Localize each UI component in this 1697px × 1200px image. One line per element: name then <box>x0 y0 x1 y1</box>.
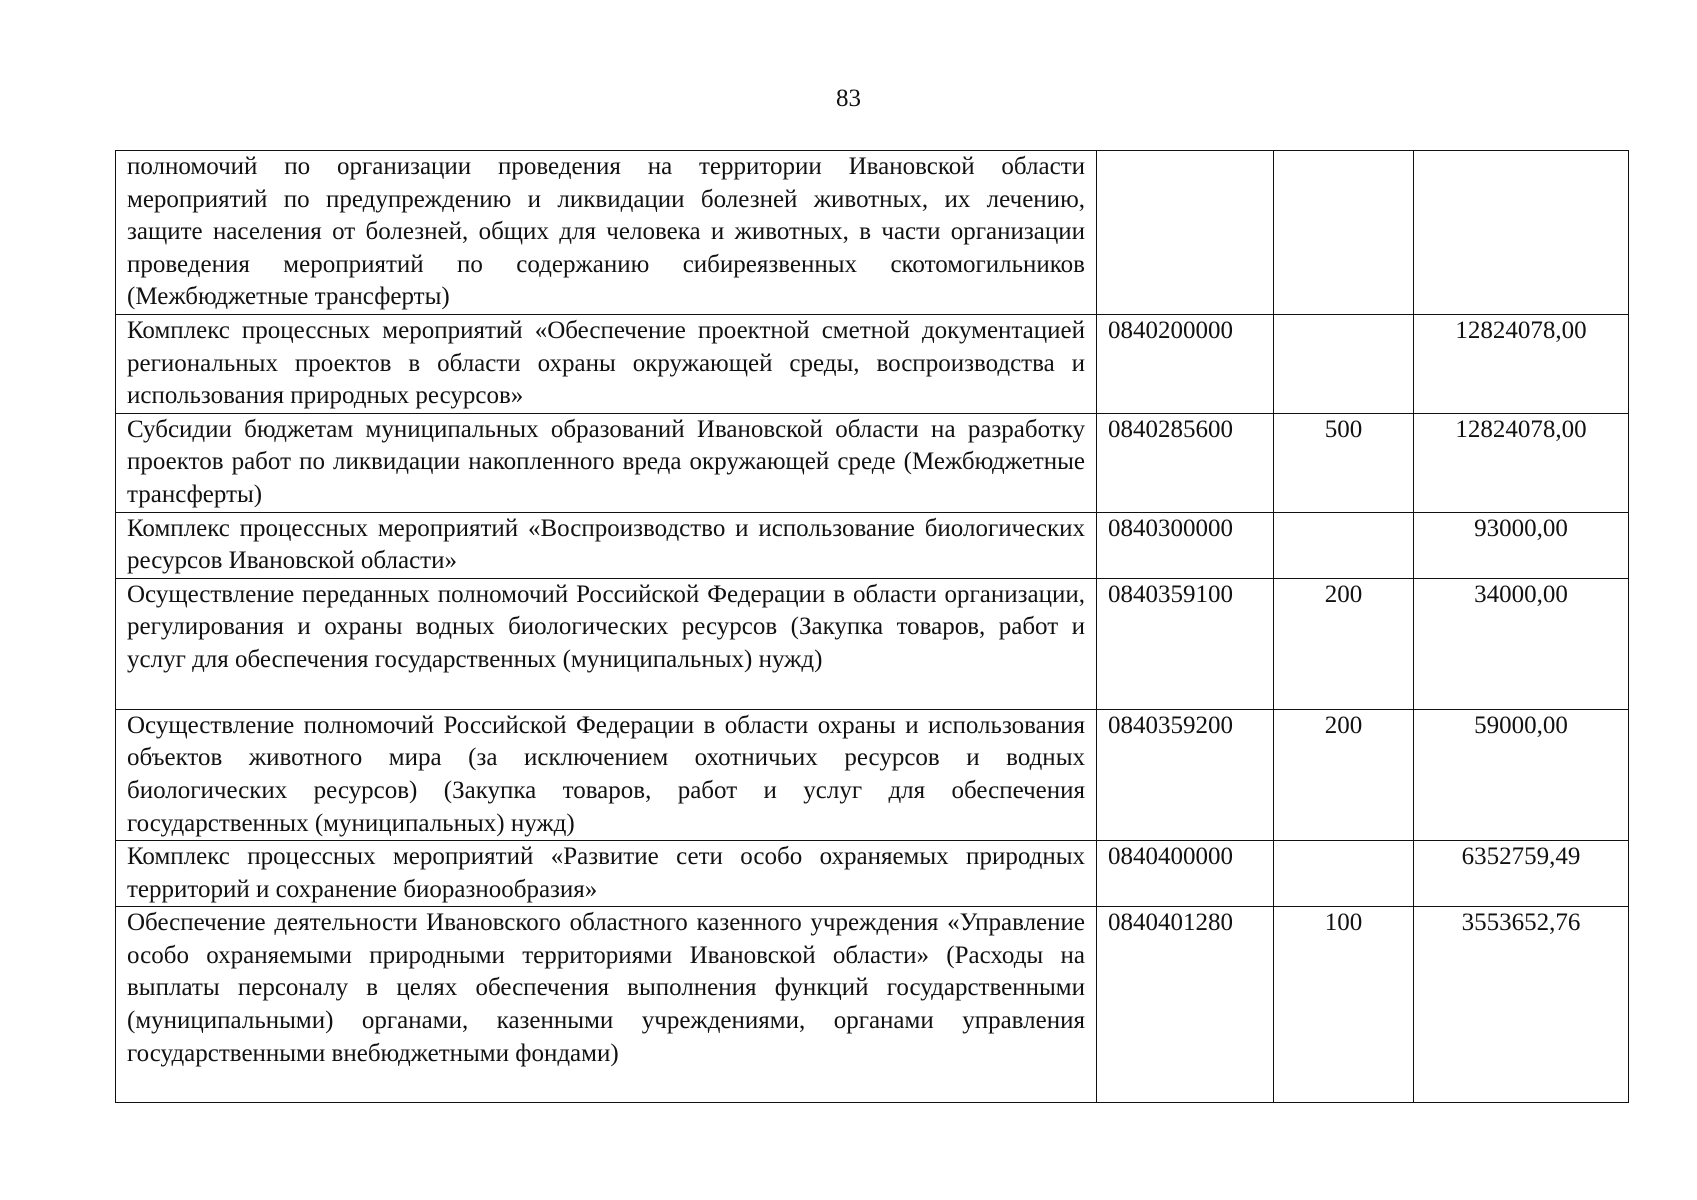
row-target-code: 0840401280 <box>1097 907 1274 1103</box>
row-amount: 12824078,00 <box>1414 413 1629 512</box>
row-expense-type <box>1274 151 1414 315</box>
row-amount: 93000,00 <box>1414 512 1629 578</box>
row-description: Комплекс процессных мероприятий «Развитие сети особо охраняемых природных территорий и сохранение биоразнообразия» <box>116 841 1097 907</box>
row-amount <box>1414 151 1629 315</box>
table-row <box>116 512 1629 578</box>
row-target-code: 0840200000 <box>1097 314 1274 413</box>
row-amount: 34000,00 <box>1414 578 1629 709</box>
row-target-code: 0840359200 <box>1097 709 1274 840</box>
table-row <box>116 907 1629 1103</box>
table-row <box>116 841 1629 907</box>
row-target-code <box>1097 151 1274 315</box>
row-expense-type: 200 <box>1274 709 1414 840</box>
row-amount: 3553652,76 <box>1414 907 1629 1103</box>
table-row <box>116 314 1629 413</box>
row-description: Субсидии бюджетам муниципальных образований Ивановской области на разработку проектов работ по ликвидации накопленного вреда окружающей среде (Межбюджетные трансферты) <box>116 413 1097 512</box>
row-expense-type: 500 <box>1274 413 1414 512</box>
row-description: Обеспечение деятельности Ивановского областного казенного учреждения «Управление особо охраняемыми природными территориями Ивановской области» (Расходы на выплаты персоналу в целях обеспечения выполнения функций государственными (муниципальными) органами, казенными учреждениями, органами управления государственными внебюджетными фондами) <box>116 907 1097 1103</box>
row-expense-type <box>1274 314 1414 413</box>
table-row <box>116 413 1629 512</box>
row-description: Комплекс процессных мероприятий «Воспроизводство и использование биологических ресурсов Ивановской области» <box>116 512 1097 578</box>
budget-table <box>115 150 1629 1103</box>
page-number: 83 <box>836 85 861 112</box>
row-target-code: 0840359100 <box>1097 578 1274 709</box>
row-amount: 6352759,49 <box>1414 841 1629 907</box>
row-expense-type: 200 <box>1274 578 1414 709</box>
row-expense-type <box>1274 841 1414 907</box>
row-expense-type <box>1274 512 1414 578</box>
table-row <box>116 151 1629 315</box>
row-description: полномочий по организации проведения на территории Ивановской области мероприятий по предупреждению и ликвидации болезней животных, их лечению, защите населения от болезней, общих для человека и животных, в части организации проведения мероприятий по содержанию сибиреязвенных скотомогильников (Межбюджетные трансферты) <box>116 151 1097 315</box>
row-description: Комплекс процессных мероприятий «Обеспечение проектной сметной документацией региональных проектов в области охраны окружающей среды, воспроизводства и использования природных ресурсов» <box>116 314 1097 413</box>
row-target-code: 0840400000 <box>1097 841 1274 907</box>
table-row <box>116 578 1629 709</box>
row-amount: 12824078,00 <box>1414 314 1629 413</box>
row-description: Осуществление полномочий Российской Федерации в области охраны и использования объектов животного мира (за исключением охотничьих ресурсов и водных биологических ресурсов) (Закупка товаров, работ и услуг для обеспечения государственных (муниципальных) нужд) <box>116 709 1097 840</box>
row-description: Осуществление переданных полномочий Российской Федерации в области организации, регулирования и охраны водных биологических ресурсов (Закупка товаров, работ и услуг для обеспечения государственных (муниципальных) нужд) <box>116 578 1097 709</box>
row-target-code: 0840285600 <box>1097 413 1274 512</box>
row-expense-type: 100 <box>1274 907 1414 1103</box>
table-row <box>116 709 1629 840</box>
row-target-code: 0840300000 <box>1097 512 1274 578</box>
row-amount: 59000,00 <box>1414 709 1629 840</box>
